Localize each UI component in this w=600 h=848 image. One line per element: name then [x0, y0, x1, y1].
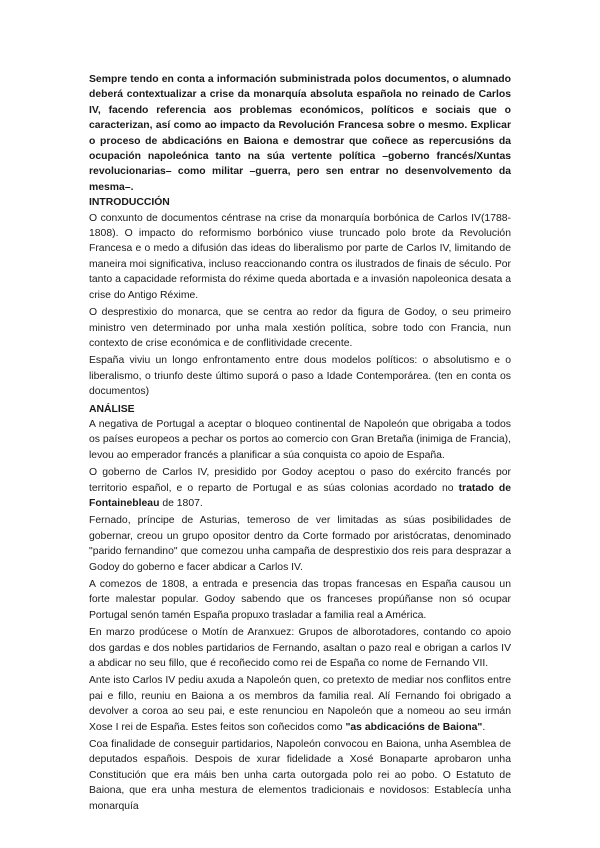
analysis-paragraph-6 — [89, 673, 511, 735]
analysis-paragraph-7: Coa finalidade de conseguir partidarios, Napoleón convocou en Baiona, unha Asemblea de deputados españois. Despois de xurar fidelidade a Xosé Bonaparte aprobaron unha Constitución que era máis ben unha carta outorgada polo rei ao pobo. O Estatuto de Baiona, que era unha mestura de elementos tradicionais e novidosos: Establecía unha monarquía — [89, 739, 511, 812]
analysis-paragraph-2-text: O goberno de Carlos IV, presidido por Godoy aceptou o paso do exército francés por territorio español, e o reparto de Portugal e as súas colonias acordado no — [89, 467, 511, 494]
intro-paragraph-3: España viviu un longo enfrontamento entre dous modelos políticos: o absolutismo e o liberalismo, o triunfo deste último suporá o paso a Idade Contemporárea. (ten en conta os documentos) — [89, 355, 511, 398]
analysis-paragraph-6-text: Ante isto Carlos IV pediu axuda a Napoleón quen, co pretexto de mediar nos conflitos entre pai e fillo, reuniu en Baiona a os membros da familia real. Alí Fernando foi obrigado a devolver a coroa ao seu pai, e este renunciou en Napoleón que a nomeou ao seu irmán Xose I rei de España. Estes feitos son coñecidos como — [89, 675, 511, 733]
analysis-paragraph-3: Fernado, príncipe de Asturias, temeroso de ver limitadas as súas posibilidades de gobernar, creou un grupo opositor dentro da Corte formado por aristócratas, denominado "parido fernandino" que comezou unha campaña de desprestixio dos reis para desprazar a Godoy do goberno e facer abdicar a Carlos IV. — [89, 515, 511, 573]
analysis-paragraph-6-end: . — [482, 721, 486, 733]
analysis-paragraph-4: A comezos de 1808, a entrada e presencia das tropas francesas en España causou un forte malestar popular. Godoy sabendo que os franceses propúñanse non só ocupar Portugal senón tamén España propuxo trasladar a familia real a América. — [89, 579, 511, 621]
abdications-term: "as abdicacións de Baiona" — [345, 721, 483, 733]
analysis-paragraph-2 — [89, 465, 511, 511]
treaty-name: tratado de Fontainebleau — [89, 482, 511, 509]
intro-paragraph-1: O conxunto de documentos céntrase na crise da monarquía borbónica de Carlos IV(1788-1808). O impacto do reformismo borbónico viuse truncado polo brote da Revolución Francesa e o medo a difusión das ideas do liberalismo por parte de Carlos IV, limitando de maneira moi significativa, incluso reaccionando contra os ilustrados de finais de século. Por tanto a capacidade reformista do réxime queda abortada e a invasión napoleonica desata a crise do Antigo Réxime. — [89, 212, 511, 301]
heading-analise: ANÁLISE — [89, 403, 135, 415]
analysis-paragraph-1: A negativa de Portugal a aceptar o bloqueo continental de Napoleón que obrigaba a todos os países europeos a pechar os portos ao comercio con Gran Bretaña (inimiga de Francia), levou ao emperador francés a planificar a súa conquista co apoio de España. — [89, 418, 511, 461]
intro-paragraph-2: O desprestixio do monarca, que se centra ao redor da figura de Godoy, o seu primeiro ministro ven determinado por unha mala xestión política, sobre todo con Francia, nun contexto de crise económica e de conflitividade crecente. — [89, 307, 511, 349]
heading-introduccion: INTRODUCCIÓN — [89, 197, 170, 209]
analysis-paragraph-5: En marzo prodúcese o Motín de Aranxuez: Grupos de alborotadores, contando co apoio dos gardas e dos nobles partidarios de Fernando, asaltan o pazo real e obrigan a carlos IV a abdicar no seu fillo, que é recoñecido como rei de España co nome de Fernando VII. — [89, 627, 511, 670]
analysis-paragraph-2-end: de 1807. — [159, 497, 203, 509]
assignment-instructions: Sempre tendo en conta a información subministrada polos documentos, o alumnado deberá contextualizar a crise da monarquía absoluta española no reinado de Carlos IV, facendo referencia aos problemas económicos, políticos e sociais que o caracterizan, así como ao impacto da Revolución Francesa sobre o mesmo. Explicar o proceso de abdicacións en Baiona e demostrar que coñece as repercusións da ocupación napoleónica tanto na súa vertente política –goberno francés/Xuntas revolucionarias– como militar –guerra, pero sen entrar no desenvolvemento da mesma–. — [89, 74, 511, 193]
